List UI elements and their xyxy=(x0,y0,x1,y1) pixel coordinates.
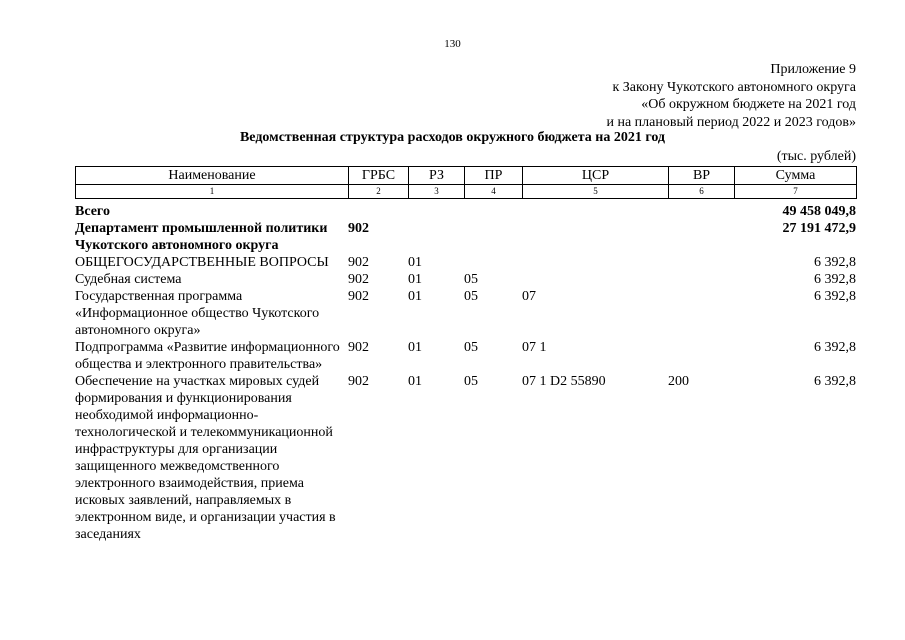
cell-pr: 05 xyxy=(464,374,478,389)
cell-rz: 01 xyxy=(408,340,422,355)
page-number: 130 xyxy=(444,38,461,50)
cell-rz: 01 xyxy=(408,272,422,287)
cell-name: Всего xyxy=(75,204,110,219)
cell-grbs: 902 xyxy=(348,289,369,304)
appendix-line: к Закону Чукотского автономного округа xyxy=(612,79,856,95)
cell-csr: 07 xyxy=(522,289,536,304)
column-number: 6 xyxy=(669,185,735,199)
column-header-csr: ЦСР xyxy=(523,167,669,185)
column-header-grbs: ГРБС xyxy=(349,167,409,185)
table-row xyxy=(75,254,856,271)
table-body xyxy=(75,203,856,543)
cell-sum: 49 458 049,8 xyxy=(782,204,856,219)
cell-pr: 05 xyxy=(464,340,478,355)
table-row xyxy=(75,288,856,339)
cell-name: Государственная программа «Информационное общество Чукотского автономного округа» xyxy=(75,289,320,338)
appendix-line: «Об окружном бюджете на 2021 год xyxy=(641,97,856,112)
table-row xyxy=(75,220,856,254)
cell-csr: 07 1 D2 55890 xyxy=(522,374,606,389)
cell-grbs: 902 xyxy=(348,340,369,355)
cell-grbs: 902 xyxy=(348,374,369,389)
cell-sum: 6 392,8 xyxy=(814,374,856,389)
cell-grbs: 902 xyxy=(348,221,369,236)
column-header-vr: ВР xyxy=(669,167,735,185)
cell-sum: 6 392,8 xyxy=(814,272,856,287)
cell-name: Обеспечение на участках мировых судей формирования и функционирования необходимой информационно-технологической и телекоммуникационной инфраструктуры для организации защищенного межведомственного электронного взаимодействия, приема исковых заявлений, направляемых в электронном виде, и организации участия в заседаниях xyxy=(75,374,336,542)
appendix-header xyxy=(606,61,856,131)
cell-rz: 01 xyxy=(408,374,422,389)
cell-sum: 6 392,8 xyxy=(814,340,856,355)
cell-sum: 27 191 472,9 xyxy=(782,221,856,236)
column-header-rz: РЗ xyxy=(409,167,465,185)
cell-name: ОБЩЕГОСУДАРСТВЕННЫЕ ВОПРОСЫ xyxy=(75,255,329,270)
cell-rz: 01 xyxy=(408,255,422,270)
column-number: 3 xyxy=(409,185,465,199)
cell-grbs: 902 xyxy=(348,272,369,287)
table-row-total xyxy=(75,203,856,220)
cell-vr: 200 xyxy=(668,374,689,389)
cell-sum: 6 392,8 xyxy=(814,289,856,304)
cell-csr: 07 1 xyxy=(522,340,547,355)
cell-name: Департамент промышленной политики Чукотского автономного округа xyxy=(75,221,328,253)
column-header-name: Наименование xyxy=(76,167,349,185)
cell-pr: 05 xyxy=(464,272,478,287)
appendix-line: и на плановый период 2022 и 2023 годов» xyxy=(606,114,856,130)
column-number: 2 xyxy=(349,185,409,199)
appendix-line: Приложение 9 xyxy=(770,62,856,77)
table-row xyxy=(75,271,856,288)
cell-sum: 6 392,8 xyxy=(814,255,856,270)
column-header-pr: ПР xyxy=(465,167,523,185)
cell-grbs: 902 xyxy=(348,255,369,270)
cell-name: Подпрограмма «Развитие информационного общества и электронного правительства» xyxy=(75,340,340,372)
cell-pr: 05 xyxy=(464,289,478,304)
table-header xyxy=(75,166,857,199)
table-row xyxy=(75,373,856,543)
document-title: Ведомственная структура расходов окружного бюджета на 2021 год xyxy=(239,130,666,145)
cell-rz: 01 xyxy=(408,289,422,304)
table-row xyxy=(75,339,856,373)
column-header-sum: Сумма xyxy=(735,167,857,185)
column-number: 1 xyxy=(76,185,349,199)
column-number: 7 xyxy=(735,185,857,199)
units-label: (тыс. рублей) xyxy=(776,149,856,164)
column-number: 4 xyxy=(465,185,523,199)
column-number: 5 xyxy=(523,185,669,199)
cell-name: Судебная система xyxy=(75,272,182,287)
